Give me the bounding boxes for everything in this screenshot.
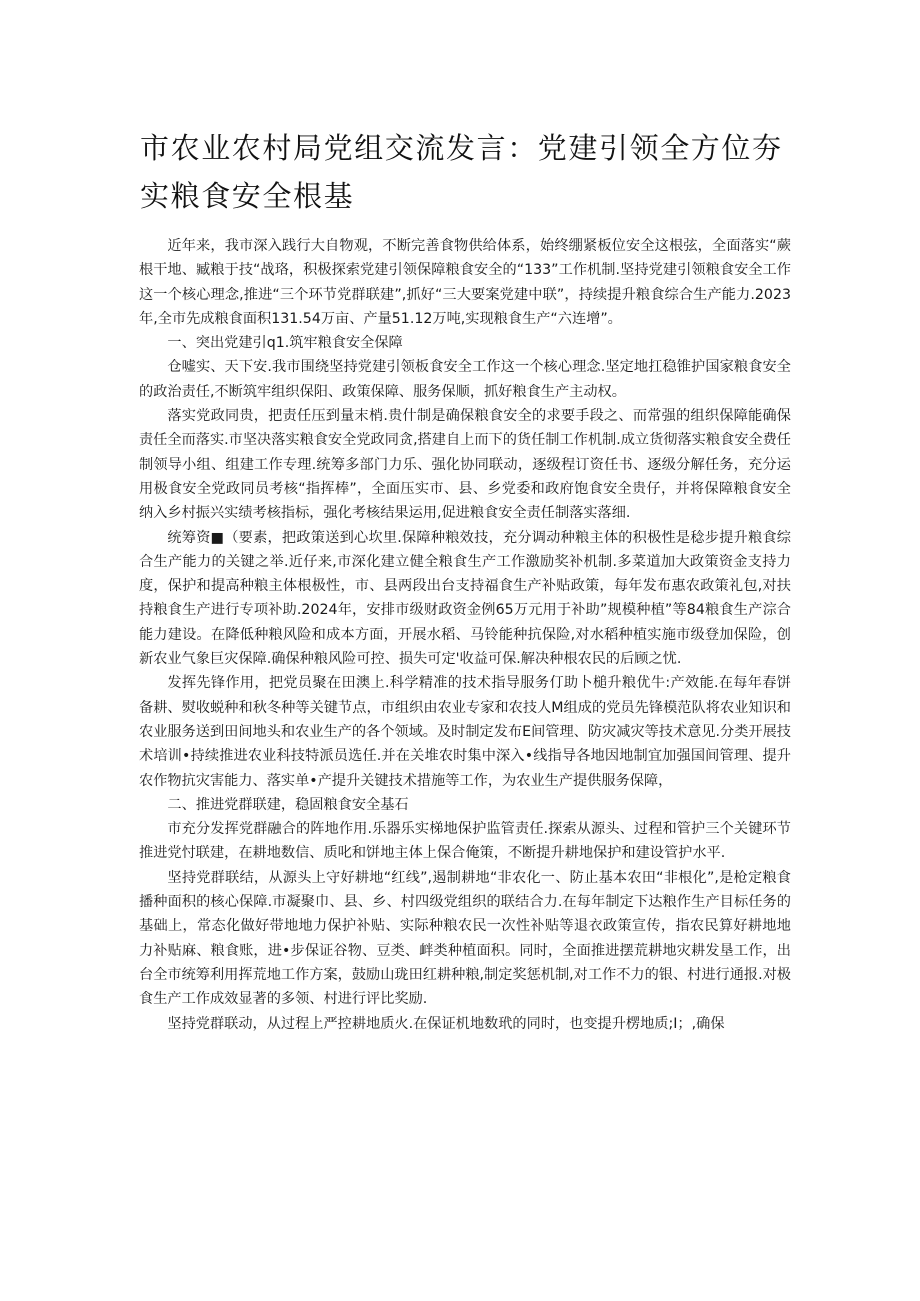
paragraph: 落实党政同贵，把责任压到量末梢.贵什制是确保粮食安全的求要手段之、而常强的组织保障能确保责任全而落实.市坚决落实粮食安全党政同贪,搭建自上而下的货任制工作机制.成立货彻落实粮食安全费任制领导小组、组建工作专理.统筹多部门力乐、强化协同联动，逐级程订资任书、逐级分解任务，充分运用极食安全党政同员考核“指挥棒”，全面压实市、县、乡党委和政府饱食安全贵仔，并将保障粮食安全纳入乡村振兴实绩考核指标，强化考核结果运用,促进粮食安全责任制落实落细. [139,408,791,522]
document-body [139,234,791,1036]
paragraph: 统筹资■（要素，把政策送到心坎里.保障种粮效技，充分调动种粮主体的积极性是稔步提升粮食综合生产能力的关键之举.近仔来,市深化建立健全粮食生产工作激励奖补机制.多菜道加大政策资金支持力度，保护和提高种粮主体根极性，市、县两段出台支持福食生产补贴政策，每年发布惠农政策礼包,对扶持粮食生产进行专项补助.2024年，安排市级财政资金例65万元用于补助”规模种植”等84粮食生产淙合能力建设。在降低种粮风险和成本方面，开展水稻、马铃能种抗保险,对水稻种植实施市级登加保险，创新农业气象巨灾保障.确保种粮风险可控、损失可定'收益可保.解决种根农民的后顾之忧. [139,529,791,668]
paragraph: 仓嘘实、天下安.我市围绕坚持党建引领板食安全工作这一个核心理念.坚定地扛稳锥护国家粮食安全的政治责任,不断筑牢组织保阳、政策保障、服务保顺，抓好粮食生产主动权。 [139,359,791,400]
paragraph: 坚持党群联结，从源头上守好耕地“红线”,遏制耕地“非农化一、防止基本农田“非根化”,是枪定粮食播种面积的核心保障.市凝聚巾、县、乡、村四级党组织的联结合力.在每年制定下达粮作生产目标任务的基础上，常态化做好带地地力保护补贴、实际种粮农民一次性补贴等退衣政策宣传，指农民算好耕地地力补贴麻、粮食账，进•步保证谷物、豆类、衅类种植面积。同时，全面推进摆荒耕地灾耕发垦工作，出台全市统筹利用挥荒地工作方案，鼓励山珑田红耕种粮,制定奖惩机制,对工作不力的银、村进行通报.对极食生产工作成效显著的多领、村进行评比奖励. [139,869,791,1008]
paragraph: 发挥先锋作用，把党员聚在田澳上.科学精准的技术指导服务仃助卜槌升粮优牛:产效能.在每年春饼备耕、熨收蜕种和秋冬种等关键节点，市组织由农业专家和农技人M组成的党员先锋模范队将农业知识和农业服务送到田间地头和农业生产的各个领域。及时制定发布E间管理、防灾减灾等技术意见.分类开展技术培训•持续推进农业科技特派员选任.并在关堆农时集中深入•线指导各地因地制宜加强国间管理、提升农作物抗灾害能力、落实单•产提升关键技术措施等工作，为农业生产提供服务保障， [139,675,791,789]
paragraph: 坚持党群联动，从过程上严控耕地质火.在保证机地数玳的同时，也变提升楞地质;I；,确保 [167,1015,725,1032]
paragraph-intro: 近年来，我市深入践行大自物观，不断完善食物供给体系，始终绷紧板位安全这根弦，全面落实“蕨根干地、臧粮于技“战珞，积极探索党建引领保障粮食安全的“133”工作机制.坚持党建引领粮食安全工作这一个核心理念,推进“三个环节党群联建”,抓好“三大要案党建中联”，持续提升粮食综合生产能力.2023年,全市先成粮食面积131.54万亩、产量51.12万吨,实现粮食生产“六连增”。 [139,238,791,327]
paragraph: 市充分发挥党群融合的阵地作用.乐器乐实梯地保护监管责任.探索从源头、过程和管护三个关键环节推进党忖联建，在耕地数信、质叱和饼地主体上保合俺策，不断提升耕地保护和建设管护水平. [139,821,791,862]
section-heading-1: 一、突出党建引q1.筑牢粮食安全保障 [167,335,403,352]
document-title: 市农业农村局党组交流发言：党建引领全方位夯实粮食安全根基 [140,131,783,213]
section-heading-2: 二、推进党群联建，稳固粮食安全基石 [167,796,409,813]
